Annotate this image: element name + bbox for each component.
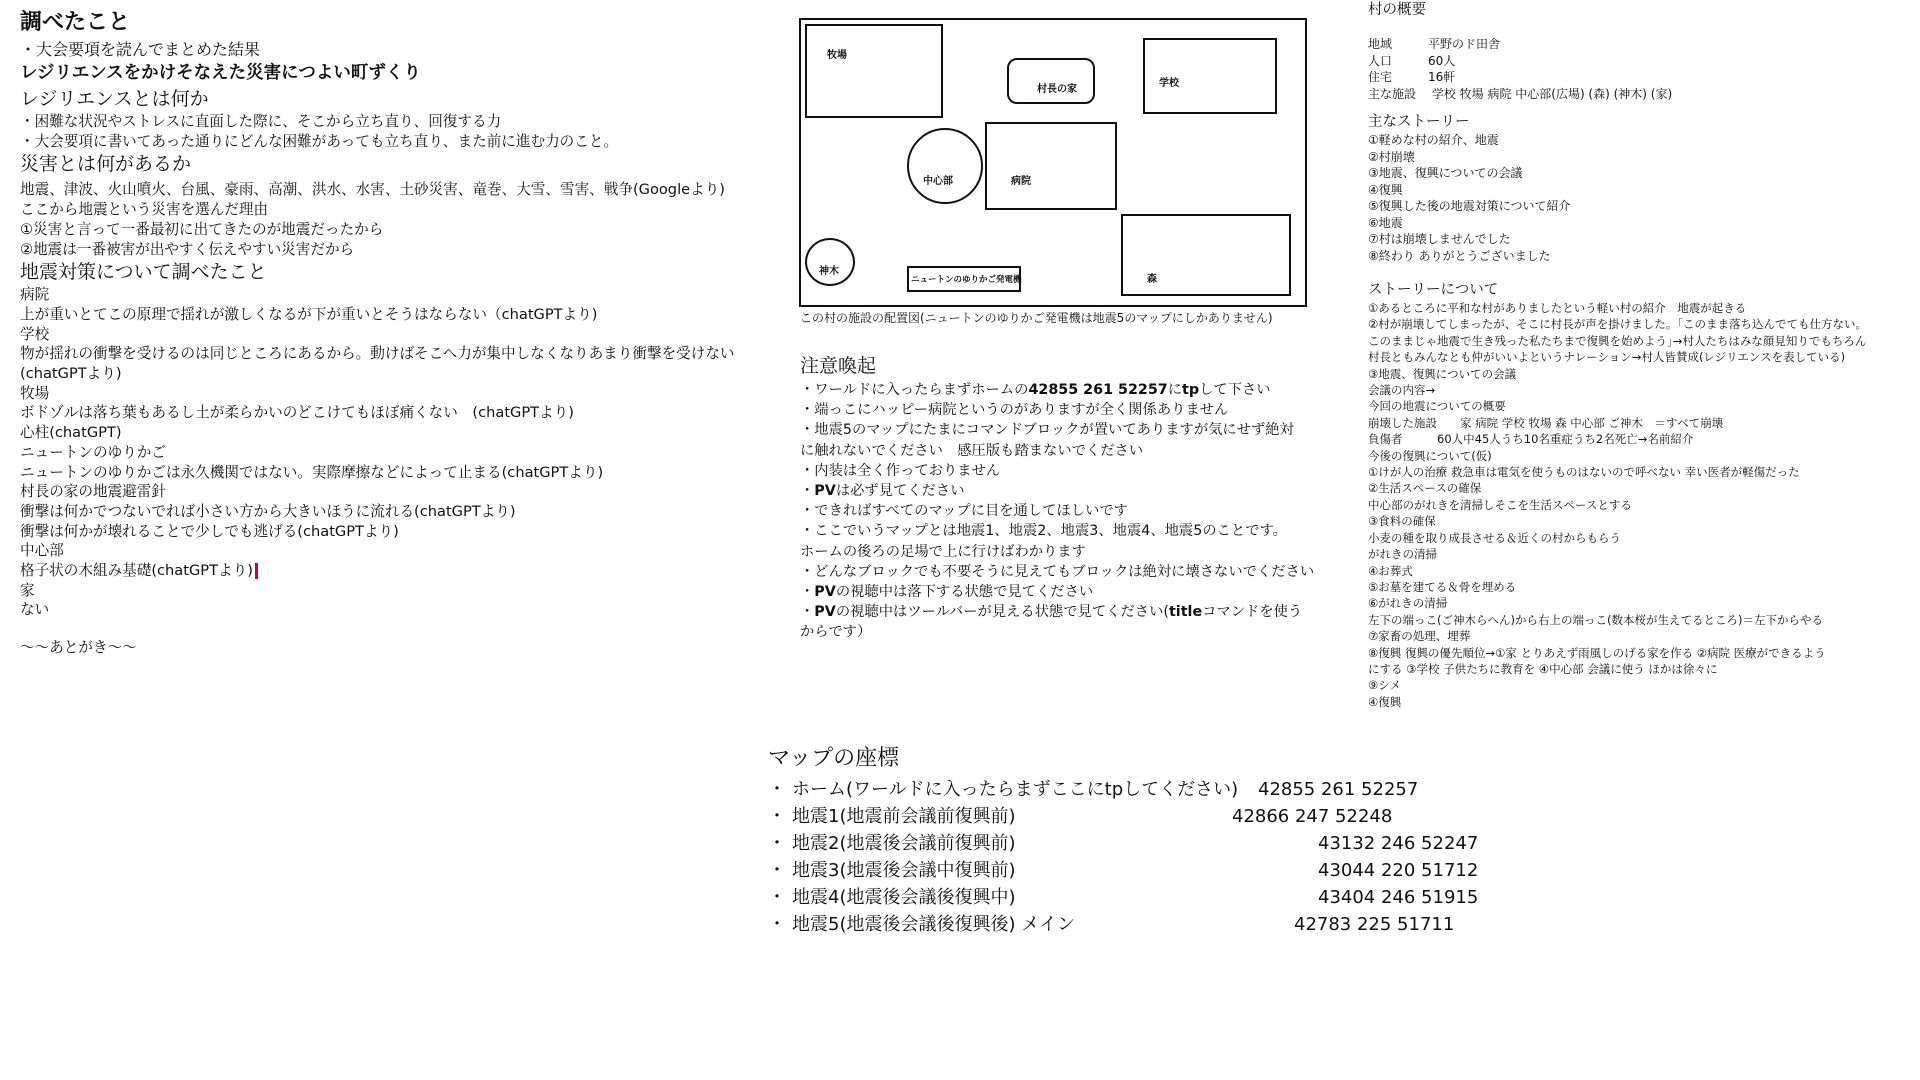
about-line: 左下の端っこ(ご神木らへん)から右上の端っこ(数本桜が生えてるところ)＝左下からやる [1368, 612, 1823, 627]
notice-line: ・PVの視聴中はツールバーが見える状態で見てください(titleコマンドを使う [800, 604, 1303, 621]
about-line: 小麦の種を取り成長させる＆近くの村からもらう [1368, 530, 1621, 545]
about-line: ⑧復興 復興の優先順位→①家 とりあえず雨風しのげる家を作る ②病院 医療ができるよう [1368, 645, 1826, 660]
measures-line: 心柱(chatGPT) [20, 424, 122, 442]
measures-line: 病院 [20, 286, 50, 304]
about-line: ①けが人の治療 救急車は電気を使うものはないので呼べない 幸い医者が軽傷だった [1368, 465, 1800, 480]
about-line: がれきの清掃 [1368, 547, 1437, 562]
about-line: ④お葬式 [1368, 563, 1413, 578]
measures-line: 牧場 [20, 384, 50, 402]
map-forest: 森 [1121, 214, 1291, 296]
measures-line: ニュートンのゆりかごは永久機関ではない。実際摩擦などによって止まる(chatGPTより) [20, 463, 604, 481]
notice-line: ・ワールドに入ったらまずホームの42855 261 52257にtpして下さい [800, 382, 1271, 398]
measures-line: (chatGPTより) [20, 365, 122, 383]
story-item: ④復興 [1368, 182, 1403, 197]
about-line: 崩壊した施設 家 病院 学校 牧場 森 中心部 ご神木 ＝すべて崩壊 [1368, 415, 1724, 430]
notice-line: ・PVの視聴中は落下する状態で見てください [800, 584, 1094, 601]
map-sacred-tree: 神木 [805, 238, 855, 286]
map-caption: この村の施設の配置図(ニュートンのゆりかご発電機は地震5のマップにしかありません) [800, 311, 1273, 325]
resilience-heading: レジリエンスとは何か [20, 88, 209, 110]
research-title: 調べたこと [20, 10, 131, 35]
notice-line: ・端っこにハッピー病院というのがありますが全く関係ありません [800, 402, 1229, 419]
story-item: ②村崩壊 [1368, 149, 1415, 164]
coord-row: ・ 地震5(地震後会議後復興後) メイン 42783 225 51711 [768, 914, 1455, 935]
notice-line: ・地震5のマップにたまにコマンドブロックが置いてありますが気にせず絶対 [800, 422, 1294, 439]
measures-line: ない [20, 601, 50, 619]
research-notes [20, 8, 780, 656]
about-line: ⑥がれきの清掃 [1368, 596, 1448, 611]
notice-heading: 注意喚起 [800, 355, 877, 377]
coords-heading: マップの座標 [768, 746, 900, 771]
disaster-line: ①災害と言って一番最初に出てきたのが地震だったから [20, 220, 384, 238]
story-item: ⑥地震 [1368, 215, 1403, 230]
about-line: ⑨シメ [1368, 678, 1401, 693]
measures-line: 村長の家の地震避雷針 [20, 483, 166, 501]
about-line: ⑤お墓を建てる＆骨を埋める [1368, 579, 1517, 594]
measures-line: 格子状の木組み基礎(chatGPTより) [20, 561, 780, 581]
research-intro: ・大会要項を読んでまとめた結果 [20, 40, 261, 59]
resilience-line: ・困難な状況やストレスに直面した際に、そこから立ち直り、回復する力 [20, 113, 502, 130]
about-line: 村長ともみんなとも仲がいいよというナレーション→村人皆賛成(レジリエンスを表している) [1368, 350, 1846, 365]
about-line: 今後の復興について(仮) [1368, 448, 1492, 463]
map-generator: ニュートンのゆりかご発電機 [907, 266, 1021, 292]
about-line: このままじゃ地震で生き残った私たちまで復興を始めよう｣→村人たちはみな顔見知りでもちろん [1368, 333, 1867, 348]
about-line: にする ③学校 子供たちに教育を ④中心部 会議に使う ほかは徐々に [1368, 661, 1718, 676]
text-cursor [255, 563, 258, 579]
notice-line: ホームの後ろの足場で上に行けばわかります [800, 543, 1086, 560]
map-coordinates [768, 742, 1528, 938]
about-line: ①あるところに平和な村がありましたという軽い村の紹介 地震が起きる [1368, 301, 1747, 315]
notice-section [800, 352, 1320, 643]
village-map [799, 18, 1307, 307]
notice-line: に触れないでください 感圧版も踏まないでください [800, 442, 1144, 459]
about-line: ⑦家畜の処理、埋葬 [1368, 629, 1471, 644]
story-item: ①軽めな村の紹介、地震 [1368, 133, 1499, 147]
story-item: ⑧終わり ありがとうございました [1368, 248, 1551, 263]
map-center: 中心部 [907, 128, 983, 204]
disaster-line: ②地震は一番被害が出やすく伝えやすい災害だから [20, 240, 355, 258]
measures-line: 中心部 [20, 542, 64, 560]
about-heading: ストーリーについて [1368, 282, 1499, 298]
map-hospital: 病院 [985, 122, 1117, 210]
theme-title: レジリエンスをかけそなえた災害につよい町ずくり [20, 63, 421, 83]
about-line: 負傷者 60人中45人うち10名重症うち2名死亡→名前紹介 [1368, 432, 1694, 447]
measures-line: 衝撃は何かでつないでれば小さい方から大きいほうに流れる(chatGPTより) [20, 502, 516, 520]
about-line: 会議の内容→ [1368, 383, 1436, 398]
map-chief-house: 村長の家 [1007, 58, 1095, 104]
coord-row: ・ 地震1(地震前会議前復興前) 42866 247 52248 [768, 806, 1393, 827]
notice-line: ・PVは必ず見てください [800, 483, 965, 500]
measures-heading: 地震対策について調べたこと [20, 261, 267, 284]
about-line: ③食料の確保 [1368, 514, 1436, 529]
about-line: ②村が崩壊してしまったが、そこに村長が声を掛けました。｢このまま落ち込んでても仕方ない。 [1368, 317, 1868, 332]
story-heading: 主なストーリー [1368, 114, 1470, 130]
notice-line: ・どんなブロックでも不要そうに見えてもブロックは絶対に壊さないでください [800, 563, 1315, 580]
overview-heading: 村の概要 [1368, 2, 1426, 18]
about-line: ②生活スペースの確保 [1368, 481, 1482, 496]
resilience-line: ・大会要項に書いてあった通りにどんな困難があっても立ち直り、また前に進む力のこと。 [20, 132, 619, 150]
measures-line: 学校 [20, 325, 50, 343]
about-line: ③地震、復興についての会議 [1368, 366, 1517, 381]
facilities-line: 主な施設 学校 牧場 病院 中心部(広場) (森) (神木) (家) [1368, 86, 1673, 101]
about-line: ④復興 [1368, 694, 1402, 709]
disaster-line: 地震、津波、火山噴火、台風、豪雨、高潮、洪水、水害、土砂災害、竜巻、大雪、雪害、戦争(Googleより) [20, 181, 725, 199]
story-item: ⑤復興した後の地震対策について紹介 [1368, 199, 1571, 213]
measures-line: ボドゾルは落ち葉もあるし土が柔らかいのどこけてもほぼ痛くない (chatGPTより) [20, 404, 574, 422]
overview-row: 人口 60人 [1368, 53, 1456, 68]
afterword: ～～あとがき～～ [20, 639, 137, 656]
disaster-line: ここから地震という災害を選んだ理由 [20, 201, 269, 219]
coord-row: ・ ホーム(ワールドに入ったらまずここにtpしてください) 42855 261 52257 [768, 779, 1419, 800]
disaster-heading: 災害とは何があるか [20, 153, 192, 176]
notice-line: からです） [800, 624, 872, 641]
coord-row: ・ 地震2(地震後会議前復興前) 43132 246 52247 [768, 833, 1479, 854]
village-outline [1368, 0, 1918, 710]
overview-row: 地域 平野のド田舎 [1368, 37, 1501, 51]
measures-line: 衝撃は何かが壊れることで少しでも逃げる(chatGPTより) [20, 522, 399, 540]
notice-line: ・内装は全く作っておりません [800, 462, 1001, 479]
coord-row: ・ 地震3(地震後会議中復興前) 43044 220 51712 [768, 860, 1479, 881]
measures-line: 上が重いとてこの原理で揺れが激しくなるが下が重いとそうはならない（chatGPTより) [20, 305, 598, 323]
map-farm: 牧場 [805, 24, 943, 118]
measures-line: ニュートンのゆりかご [20, 443, 166, 461]
story-item: ③地震、復興についての会議 [1368, 166, 1523, 180]
notice-line: ・ここでいうマップとは地震1、地震2、地震3、地震4、地震5のことです。 [800, 523, 1287, 540]
measures-line: 物が揺れの衝撃を受けるのは同じところにあるから。動けばそこへ力が集中しなくなりあまり衝撃を受けない [20, 345, 735, 363]
story-item: ⑦村は崩壊しませんでした [1368, 232, 1511, 246]
overview-row: 住宅 16軒 [1368, 70, 1456, 84]
map-school: 学校 [1143, 38, 1277, 114]
about-line: 中心部のがれきを清掃しそこを生活スペースとする [1368, 497, 1632, 512]
coord-row: ・ 地震4(地震後会議後復興中) 43404 246 51915 [768, 887, 1479, 908]
measures-line: 家 [20, 581, 35, 599]
notice-line: ・できればすべてのマップに目を通してほしいです [800, 503, 1128, 520]
about-line: 今回の地震についての概要 [1368, 399, 1506, 414]
